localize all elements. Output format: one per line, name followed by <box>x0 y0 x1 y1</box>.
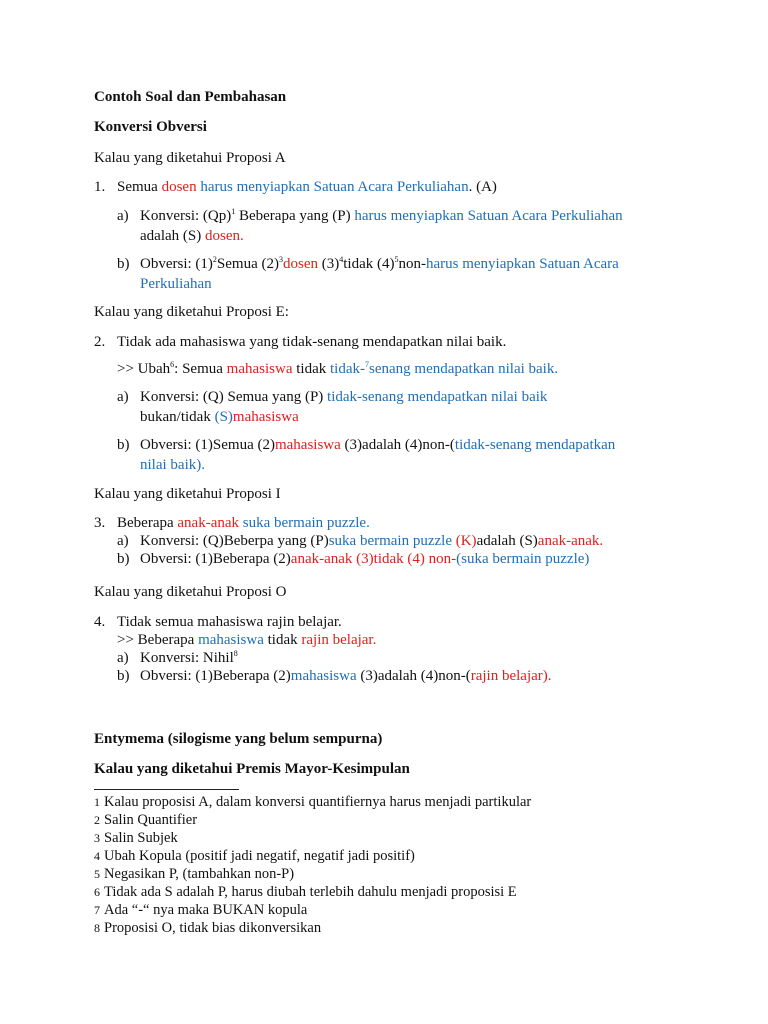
heading-proposi-e: Kalau yang diketahui Proposi E: <box>94 304 289 320</box>
item-2a-label: a) <box>117 389 129 405</box>
item-3-text: Beberapa anak-anak suka bermain puzzle. <box>117 515 370 531</box>
heading-proposi-i: Kalau yang diketahui Proposi I <box>94 486 281 502</box>
item-4-text: Tidak semua mahasiswa rajin belajar. <box>117 614 342 630</box>
item-3a-label: a) <box>117 533 129 549</box>
item-1-text: Semua dosen harus menyiapkan Satuan Acara Perkuliahan. (A) <box>117 179 497 195</box>
heading-entymema: Entymema (silogisme yang belum sempurna) <box>94 731 383 747</box>
item-number-1: 1. <box>94 179 106 195</box>
footnote-8: 8 Proposisi O, tidak bias dikonversikan <box>94 920 322 936</box>
footnote-3: 3 Salin Subjek <box>94 830 178 846</box>
section-heading-konversi-obversi: Konversi Obversi <box>94 119 207 135</box>
item-number-4: 4. <box>94 614 106 630</box>
item-3b-line: Obversi: (1)Beberapa (2)anak-anak (3)tidak (4) non-(suka bermain puzzle) <box>140 551 590 567</box>
heading-premis-mayor: Kalau yang diketahui Premis Mayor-Kesimpulan <box>94 761 410 777</box>
heading-proposi-o: Kalau yang diketahui Proposi O <box>94 584 287 600</box>
item-2b-label: b) <box>117 437 130 453</box>
footnote-divider <box>94 789 239 790</box>
footnote-5: 5 Negasikan P, (tambahkan non-P) <box>94 866 295 882</box>
item-2a-line1: Konversi: (Q) Semua yang (P) tidak-senang mendapatkan nilai baik <box>140 389 548 405</box>
item-1a-label: a) <box>117 208 129 224</box>
item-2-text: Tidak ada mahasiswa yang tidak-senang mendapatkan nilai baik. <box>117 334 507 350</box>
item-number-2: 2. <box>94 334 106 350</box>
item-4a-line: Konversi: Nihil$^8$ <box>140 649 238 666</box>
item-3b-label: b) <box>117 551 130 567</box>
item-1a-line1: Konversi: $(Qp)^1$ Beberapa yang (P) harus menyiapkan Satuan Acara Perkuliahan <box>140 207 623 224</box>
item-1a-line2: adalah (S) dosen. <box>140 228 244 244</box>
item-2-transform: >> Ubah$^6$: Semua mahasiswa tidak tidak-$^7$senang mendapatkan nilai baik. <box>117 360 559 377</box>
footnote-4: 4 Ubah Kopula (positif jadi negatif, negatif jadi positif) <box>94 848 415 864</box>
item-4a-label: a) <box>117 650 129 666</box>
item-2a-line2: bukan/tidak (S)mahasiswa <box>140 409 299 425</box>
item-1b-line1: Obversi: $(1)^2Semua$ $(2)^3dosen$ $(3)^4tidak$ $(4)^5non$-harus menyiapkan Satuan Acara <box>140 255 619 272</box>
item-4b-line: Obversi: (1)Beberapa (2)mahasiswa (3)adalah (4)non-(rajin belajar). <box>140 668 552 684</box>
item-1b-line2: Perkuliahan <box>140 276 212 292</box>
footnote-1: 1 Kalau proposisi A, dalam konversi quantifiernya harus menjadi partikular <box>94 794 532 810</box>
item-4b-label: b) <box>117 668 130 684</box>
item-number-3: 3. <box>94 515 106 531</box>
heading-proposi-a: Kalau yang diketahui Proposi A <box>94 150 286 166</box>
footnote-7: 7 Ada “-“ nya maka BUKAN kopula <box>94 902 308 918</box>
footnote-6: 6 Tidak ada S adalah P, harus diubah terlebih dahulu menjadi proposisi E <box>94 884 517 900</box>
item-1b-label: b) <box>117 256 130 272</box>
item-4-transform: >> Beberapa mahasiswa tidak rajin belajar. <box>117 632 377 648</box>
item-2b-line1: Obversi: (1)Semua (2)mahasiswa (3)adalah (4)non-(tidak-senang mendapatkan <box>140 437 616 453</box>
item-3a-line: Konversi: (Q)Beberpa yang (P)suka bermain puzzle (K)adalah (S)anak-anak. <box>140 533 604 549</box>
page-title: Contoh Soal dan Pembahasan <box>94 89 287 105</box>
item-2b-line2: nilai baik). <box>140 457 205 473</box>
footnote-2: 2 Salin Quantifier <box>94 812 198 828</box>
